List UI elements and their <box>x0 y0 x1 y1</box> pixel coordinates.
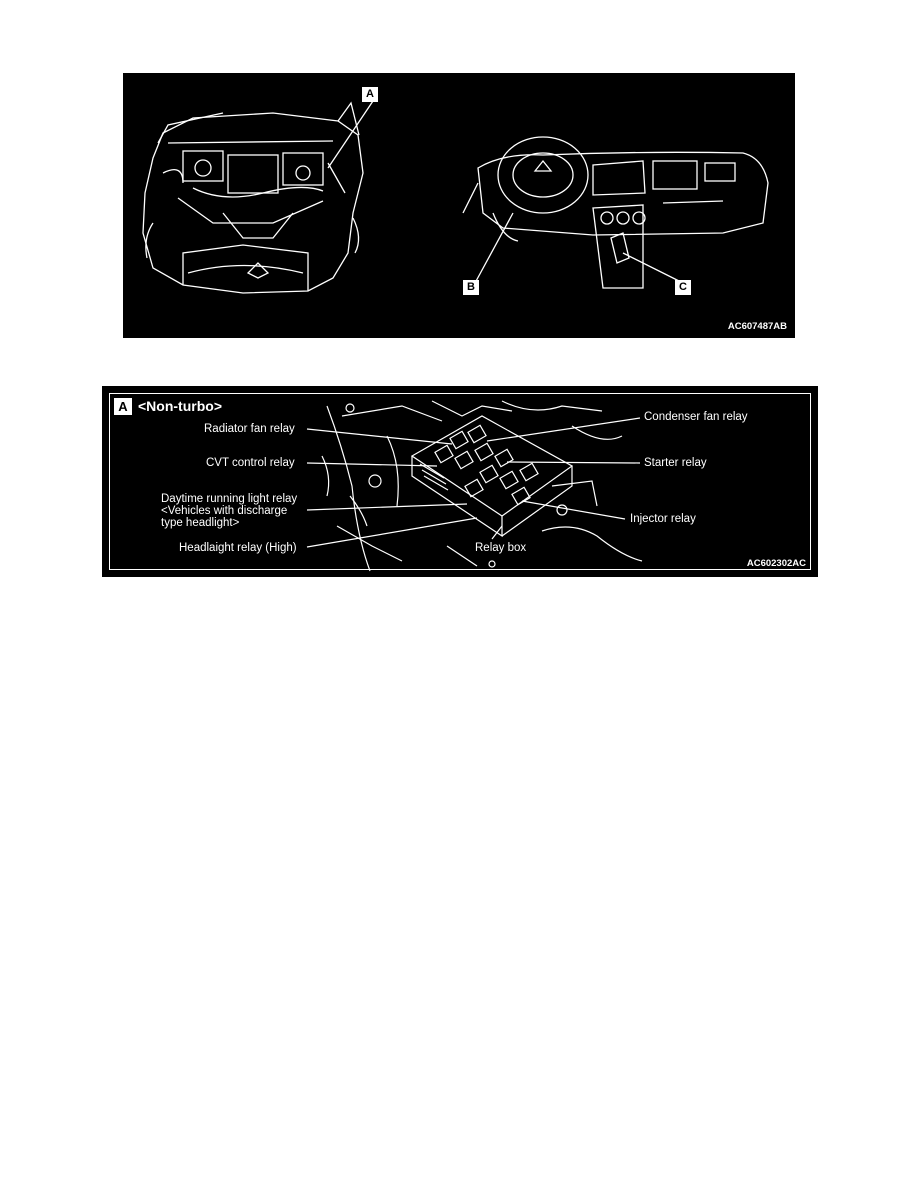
section-letter: A <box>114 398 132 415</box>
callout-daytime-running-light-relay-line2: <Vehicles with discharge <box>161 505 288 517</box>
callout-relay-box: Relay box <box>475 542 527 554</box>
section-title: <Non-turbo> <box>138 398 222 414</box>
label-c: C <box>675 280 691 295</box>
callout-cvt-control-relay: CVT control relay <box>206 457 295 469</box>
callout-headlight-relay: Headlaight relay (High) <box>179 542 297 554</box>
relay-box-figure <box>102 386 818 577</box>
figure-code: AC607487AB <box>727 321 787 332</box>
label-b: B <box>463 280 479 295</box>
vehicle-location-figure <box>123 73 795 338</box>
callout-daytime-running-light-relay-line1: Daytime running light relay <box>161 493 298 505</box>
callout-starter-relay: Starter relay <box>644 457 707 469</box>
label-a: A <box>362 87 378 102</box>
engine-bay-drawing <box>143 103 363 293</box>
vehicle-illustration <box>123 73 795 338</box>
callout-daytime-running-light-relay-line3: type headlight> <box>161 517 240 529</box>
callout-radiator-fan-relay: Radiator fan relay <box>204 423 295 435</box>
figure-code: AC602302AC <box>746 558 806 569</box>
callout-condenser-fan-relay: Condenser fan relay <box>644 411 748 423</box>
callout-injector-relay: Injector relay <box>630 513 696 525</box>
dashboard-drawing <box>463 137 768 288</box>
